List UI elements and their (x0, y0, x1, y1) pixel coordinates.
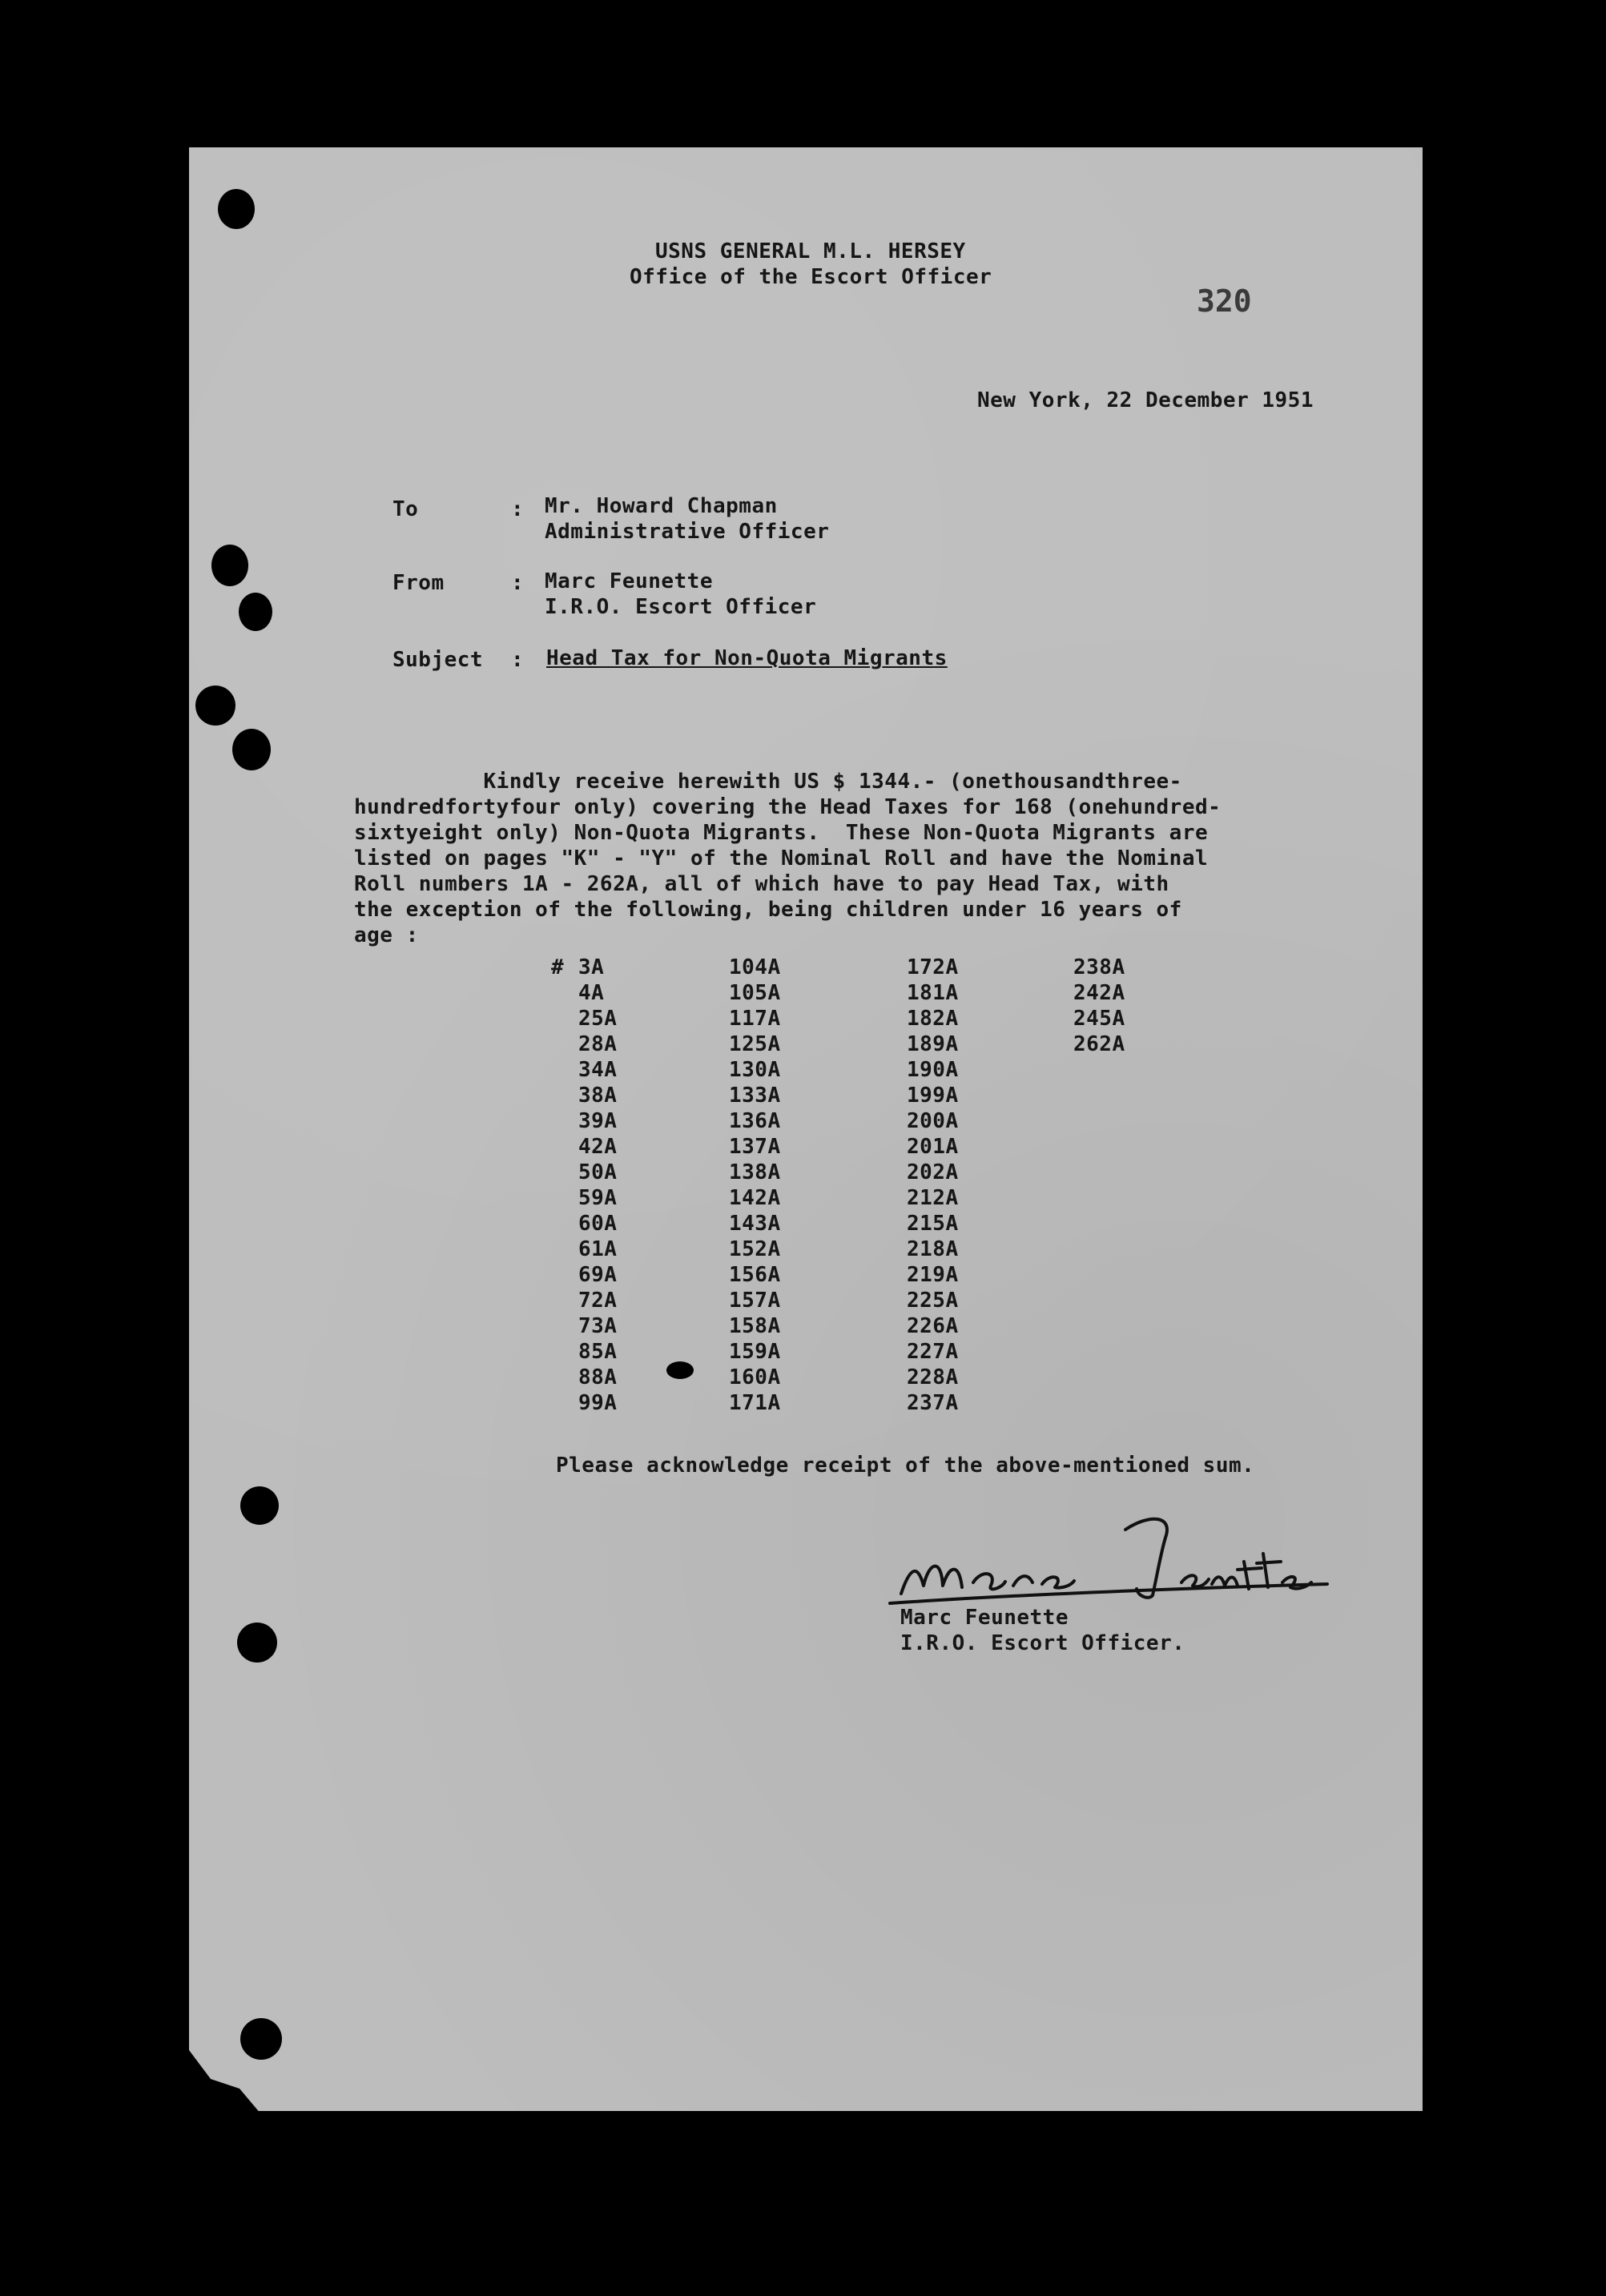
body-line: listed on pages "K" - "Y" of the Nominal Roll and have the Nominal (354, 846, 1209, 871)
list-item: 143A (729, 1212, 781, 1236)
list-item: 61A (578, 1237, 618, 1261)
list-item: 212A (907, 1186, 959, 1210)
letter-date: New York, 22 December 1951 (977, 388, 1314, 412)
list-item: 50A (578, 1160, 618, 1184)
from-colon: : (511, 571, 525, 595)
letterhead-line2: Office of the Escort Officer (630, 265, 992, 289)
to-line1: Mr. Howard Chapman (545, 494, 778, 518)
list-item: 157A (729, 1289, 781, 1313)
list-item: 99A (578, 1391, 618, 1415)
list-item: 4A (578, 981, 605, 1005)
body-line: age : (354, 923, 419, 947)
list-item: 227A (907, 1340, 959, 1364)
body-line: Kindly receive herewith US $ 1344.- (onethousandthree- (354, 770, 1182, 794)
ink-blot (666, 1361, 694, 1379)
exceptions-column-1 (578, 955, 617, 1416)
list-item: 88A (578, 1365, 618, 1389)
list-item: 228A (907, 1365, 959, 1389)
list-item: 226A (907, 1314, 959, 1338)
list-item: 133A (729, 1084, 781, 1108)
from-label: From (392, 571, 445, 595)
list-item: 172A (907, 955, 959, 979)
list-item: 34A (578, 1058, 618, 1082)
list-item: 60A (578, 1212, 618, 1236)
list-item: 189A (907, 1032, 959, 1056)
list-item: 137A (729, 1135, 781, 1159)
to-line2: Administrative Officer (545, 520, 830, 544)
list-item: 104A (729, 955, 781, 979)
list-item: 25A (578, 1007, 618, 1031)
list-item: 242A (1073, 981, 1125, 1005)
from-line2: I.R.O. Escort Officer (545, 595, 817, 619)
list-item: 262A (1073, 1032, 1125, 1056)
punch-hole (239, 593, 272, 631)
list-item: 72A (578, 1289, 618, 1313)
subject-colon: : (511, 648, 525, 672)
punch-hole (195, 686, 235, 726)
list-item: 28A (578, 1032, 618, 1056)
exceptions-column-3 (907, 955, 959, 1416)
list-item: 125A (729, 1032, 781, 1056)
body-line: sixtyeight only) Non-Quota Migrants. These Non-Quota Migrants are (354, 821, 1209, 845)
list-item: 225A (907, 1289, 959, 1313)
to-label: To (392, 497, 419, 521)
body-line: Roll numbers 1A - 262A, all of which have to pay Head Tax, with (354, 872, 1169, 896)
signature-name: Marc Feunette (900, 1606, 1069, 1630)
list-item: 39A (578, 1109, 618, 1133)
punch-hole (232, 729, 271, 770)
punch-hole (211, 545, 248, 586)
exceptions-column-4 (1073, 955, 1125, 1057)
list-item: 182A (907, 1007, 959, 1031)
list-item: 42A (578, 1135, 618, 1159)
list-item: 199A (907, 1084, 959, 1108)
list-item: 152A (729, 1237, 781, 1261)
punch-hole (218, 189, 255, 229)
list-item: 3A (578, 955, 605, 979)
page-number: 320 (1197, 283, 1252, 319)
list-item: 130A (729, 1058, 781, 1082)
list-item: 202A (907, 1160, 959, 1184)
list-item: 142A (729, 1186, 781, 1210)
list-item: 215A (907, 1212, 959, 1236)
list-item: 201A (907, 1135, 959, 1159)
punch-hole (240, 2018, 282, 2060)
document-page (189, 147, 1423, 2111)
punch-hole (237, 1622, 277, 1663)
list-item: 156A (729, 1263, 781, 1287)
list-item: 238A (1073, 955, 1125, 979)
list-item: 237A (907, 1391, 959, 1415)
list-item: 218A (907, 1237, 959, 1261)
body-line: hundredfortyfour only) covering the Head Taxes for 168 (onehundred- (354, 795, 1222, 819)
list-item: 200A (907, 1109, 959, 1133)
list-item: 73A (578, 1314, 618, 1338)
to-colon: : (511, 497, 525, 521)
list-item: 181A (907, 981, 959, 1005)
list-item: 160A (729, 1365, 781, 1389)
list-item: 190A (907, 1058, 959, 1082)
body-line: the exception of the following, being children under 16 years of (354, 898, 1182, 922)
closing-sentence: Please acknowledge receipt of the above-mentioned sum. (556, 1454, 1255, 1478)
list-item: 69A (578, 1263, 618, 1287)
signature-title: I.R.O. Escort Officer. (900, 1631, 1185, 1655)
letterhead-line1: USNS GENERAL M.L. HERSEY (655, 239, 966, 263)
list-item: 171A (729, 1391, 781, 1415)
list-item: 158A (729, 1314, 781, 1338)
list-item: 138A (729, 1160, 781, 1184)
handwritten-signature (885, 1506, 1334, 1610)
list-item: 219A (907, 1263, 959, 1287)
list-item: 245A (1073, 1007, 1125, 1031)
list-item: 105A (729, 981, 781, 1005)
list-item: 159A (729, 1340, 781, 1364)
list-item: 136A (729, 1109, 781, 1133)
list-item: 38A (578, 1084, 618, 1108)
punch-hole (240, 1486, 279, 1525)
exceptions-column-2 (729, 955, 781, 1416)
from-line1: Marc Feunette (545, 569, 713, 593)
list-item: 85A (578, 1340, 618, 1364)
list-item: 117A (729, 1007, 781, 1031)
list-item: 59A (578, 1186, 618, 1210)
subject-label: Subject (392, 648, 484, 672)
subject-text: Head Tax for Non-Quota Migrants (546, 646, 948, 670)
list-marker: # (551, 955, 565, 979)
